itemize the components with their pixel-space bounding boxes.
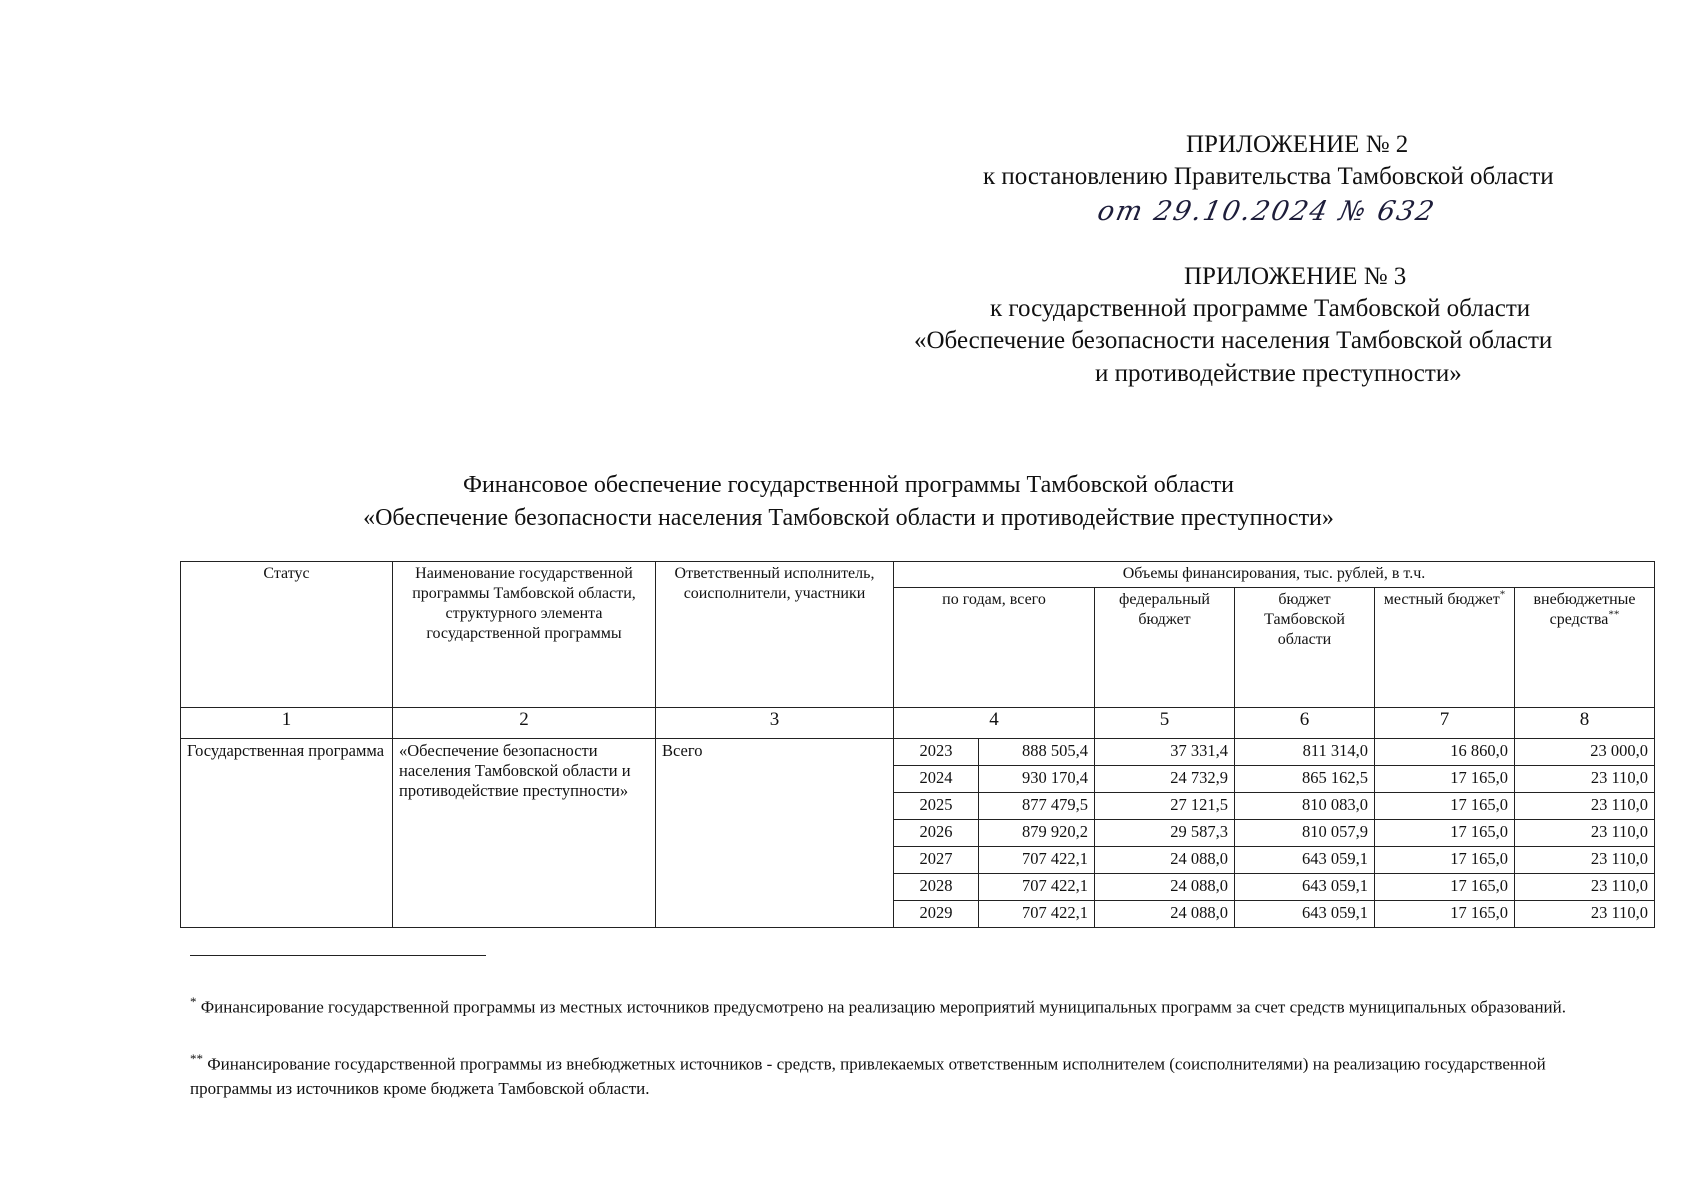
- footnote-mark-local: *: [1499, 588, 1506, 601]
- local-cell: 17 165,0: [1375, 793, 1515, 820]
- year-cell: 2028: [894, 874, 979, 901]
- local-cell: 17 165,0: [1375, 901, 1515, 928]
- header-regional-budget: бюджет Тамбовской области: [1235, 588, 1375, 708]
- document-title-line2: «Обеспечение безопасности населения Тамбовской области и противодействие преступности»: [363, 505, 1334, 531]
- extrabudget-cell: 23 110,0: [1515, 874, 1655, 901]
- local-cell: 17 165,0: [1375, 847, 1515, 874]
- regional-cell: 643 059,1: [1235, 901, 1375, 928]
- footnote-text: Финансирование государственной программы из местных источников предусмотрено на реализацию мероприятий муниципальных программ за счет средств муниципальных образований.: [200, 997, 1567, 1017]
- column-number-7: 7: [1375, 708, 1515, 739]
- column-number-2: 2: [393, 708, 656, 739]
- local-cell: 17 165,0: [1375, 820, 1515, 847]
- regional-cell: 811 314,0: [1235, 739, 1375, 766]
- extrabudget-cell: 23 110,0: [1515, 847, 1655, 874]
- year-cell: 2027: [894, 847, 979, 874]
- total-cell: 930 170,4: [979, 766, 1095, 793]
- header-responsible: Ответственный исполнитель, соисполнители, участники: [656, 562, 894, 708]
- column-number-8: 8: [1515, 708, 1655, 739]
- extrabudget-cell: 23 000,0: [1515, 739, 1655, 766]
- header-financing-volumes: Объемы финансирования, тыс. рублей, в т.ч.: [894, 562, 1655, 588]
- appendix3-line2: «Обеспечение безопасности населения Тамбовской области: [914, 327, 1553, 354]
- federal-cell: 24 088,0: [1095, 847, 1235, 874]
- appendix3-line3: и противодействие преступности»: [1095, 360, 1462, 387]
- column-number-6: 6: [1235, 708, 1375, 739]
- regional-cell: 810 083,0: [1235, 793, 1375, 820]
- footnote-extrabudget: [190, 1047, 1570, 1101]
- status-cell: Государственная программа: [181, 739, 393, 928]
- regional-cell: 810 057,9: [1235, 820, 1375, 847]
- federal-cell: 29 587,3: [1095, 820, 1235, 847]
- footnote-mark-extrabudget: **: [1608, 608, 1620, 621]
- column-number-3: 3: [656, 708, 894, 739]
- regional-cell: 643 059,1: [1235, 847, 1375, 874]
- extrabudget-cell: 23 110,0: [1515, 766, 1655, 793]
- document-title-line1: Финансовое обеспечение государственной программы Тамбовской области: [462, 472, 1235, 498]
- total-cell: 707 422,1: [979, 874, 1095, 901]
- appendix3-title: ПРИЛОЖЕНИЕ № 3: [1184, 263, 1407, 290]
- header-local-budget-label: местный бюджет: [1383, 591, 1500, 608]
- year-cell: 2024: [894, 766, 979, 793]
- handwritten-date-signature: от 29.10.2024 № 632: [1094, 196, 1439, 227]
- header-federal-budget: федеральный бюджет: [1095, 588, 1235, 708]
- local-cell: 16 860,0: [1375, 739, 1515, 766]
- column-number-4: 4: [894, 708, 1095, 739]
- total-cell: 877 479,5: [979, 793, 1095, 820]
- total-cell: 707 422,1: [979, 847, 1095, 874]
- year-cell: 2026: [894, 820, 979, 847]
- footnote-mark: **: [190, 1051, 203, 1066]
- responsible-cell: Всего: [656, 739, 894, 928]
- footnote-text: Финансирование государственной программы из внебюджетных источников - средств, привлекаемых ответственным исполнителем (соисполнителями) на реализацию государственной программы из источников кроме бюджета Тамбовской области.: [190, 1054, 1546, 1098]
- header-extrabudget: [1515, 588, 1655, 708]
- header-status: Статус: [181, 562, 393, 708]
- total-cell: 707 422,1: [979, 901, 1095, 928]
- footnote-mark: *: [190, 994, 197, 1009]
- footnote-separator: [190, 955, 486, 956]
- regional-cell: 643 059,1: [1235, 874, 1375, 901]
- appendix3-line1: к государственной программе Тамбовской области: [990, 295, 1531, 322]
- local-cell: 17 165,0: [1375, 874, 1515, 901]
- header-extrabudget-label: внебюджетные средства: [1533, 591, 1636, 628]
- appendix2-subtitle: к постановлению Правительства Тамбовской области: [983, 163, 1554, 190]
- header-local-budget: [1375, 588, 1515, 708]
- appendix2-title: ПРИЛОЖЕНИЕ № 2: [1186, 131, 1409, 158]
- extrabudget-cell: 23 110,0: [1515, 820, 1655, 847]
- header-program-name: Наименование государственной программы Тамбовской области, структурного элемента государственной программы: [393, 562, 656, 708]
- regional-cell: 865 162,5: [1235, 766, 1375, 793]
- header-by-years-total: по годам, всего: [894, 588, 1095, 708]
- extrabudget-cell: 23 110,0: [1515, 901, 1655, 928]
- year-cell: 2023: [894, 739, 979, 766]
- column-number-1: 1: [181, 708, 393, 739]
- local-cell: 17 165,0: [1375, 766, 1515, 793]
- financing-table: [180, 561, 1655, 928]
- footnote-local: [190, 990, 1570, 1020]
- federal-cell: 37 331,4: [1095, 739, 1235, 766]
- program-name-cell: «Обеспечение безопасности населения Тамбовской области и противодействие преступности»: [393, 739, 656, 928]
- federal-cell: 27 121,5: [1095, 793, 1235, 820]
- total-cell: 879 920,2: [979, 820, 1095, 847]
- federal-cell: 24 088,0: [1095, 874, 1235, 901]
- total-cell: 888 505,4: [979, 739, 1095, 766]
- federal-cell: 24 732,9: [1095, 766, 1235, 793]
- year-cell: 2025: [894, 793, 979, 820]
- federal-cell: 24 088,0: [1095, 901, 1235, 928]
- year-cell: 2029: [894, 901, 979, 928]
- extrabudget-cell: 23 110,0: [1515, 793, 1655, 820]
- column-number-5: 5: [1095, 708, 1235, 739]
